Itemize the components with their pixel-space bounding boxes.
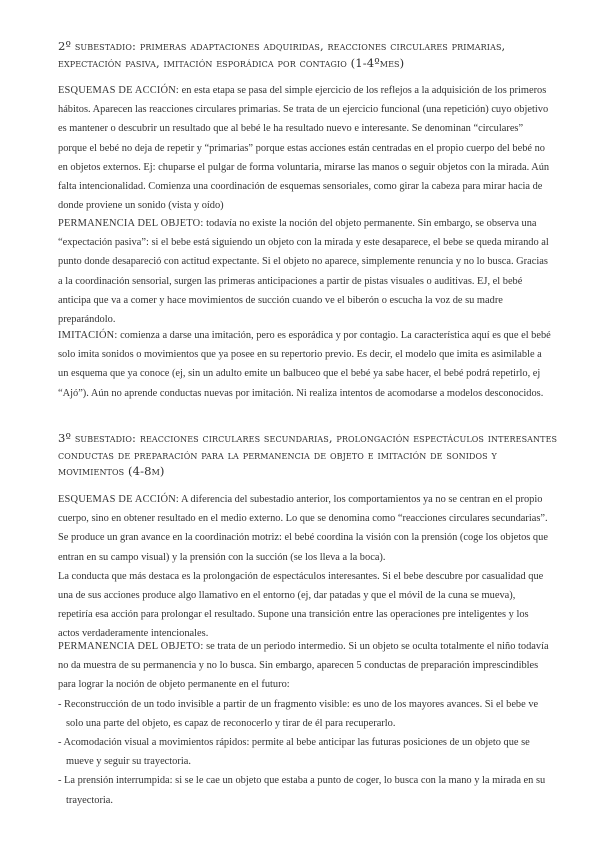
paragraph-object-permanence-1	[58, 214, 552, 329]
paragraph-text: todavía no existe la noción del objeto permanente. Sin embargo, se observa una “expectación pasiva”: si el bebe está siguiendo un objeto con la mirada y este desaparece, el bebe se queda mirando al punto donde desapareció con actitud expectante. Si el objeto no aparece, simplemente renuncia y no lo busca. Gracias a la coordinación sensorial, surgen las primeras anticipaciones a partir de pistas visuales o auditivas. EJ, el bebé anticipa que va a comer y hace movimientos de succión cuando ve el biberón o escucha la voz de su madre preparándolo.	[58, 218, 549, 326]
paragraph-text: en esta etapa se pasa del simple ejercicio de los reflejos a la adquisición de los primeros hábitos. Aparecen las reacciones circulares primarias. Se trata de un ejercicio funcional (una repetición) cuyo objetivo es mantener o descubrir un resultado que al bebé le ha resultado nuevo e interesante. Se denominan “circulares” porque el bebé no deja de repetir y “primarias” porque estas acciones están centradas en el propio cuerpo del bebé no en objetos externos. Ej: chuparse el pulgar de forma voluntaria, mirarse las manos o seguir objetos con la mirada. Aún falta intencionalidad. Comienza una coordinación de esquemas sensoriales, como girar la cabeza para mirar hacia de donde proviene un sonido (vista y oído)	[58, 85, 550, 212]
paragraph-lead: PERMANENCIA DEL OBJETO:	[58, 641, 204, 652]
paragraph-lead: ESQUEMAS DE ACCIÓN:	[58, 85, 179, 96]
paragraph-lead: ESQUEMAS DE ACCIÓN:	[58, 494, 179, 505]
list-item: - Reconstrucción de un todo invisible a partir de un fragmento visible: es uno de los mayores avances. Si el bebe ve solo una parte del objeto, es capaz de reconocerlo y tirar de él para recuperarlo.	[58, 698, 539, 729]
section-heading-3rd-substage: 3º subestadio: reacciones circulares secundarias, prolongación espectáculos interesantes conductas de preparación para la permanencia de objeto e imitación de sonidos y movimientos (4-8m)	[58, 431, 558, 478]
paragraph-action-schemes-1	[58, 81, 552, 215]
paragraph-text: A diferencia del subestadio anterior, los comportamientos ya no se centran en el propio cuerpo, sino en obtener resultado en el medio externo. Lo que se denomina como “reacciones circulares secundarias”. Se produce un gran avance en la coordinación motriz: el bebé coordina la visión con la prensión (coge los objetos que entran en su campo visual) y la prensión con la succión (se los lleva a la boca).	[58, 494, 548, 563]
paragraph-lead: IMITACIÓN:	[58, 330, 118, 341]
paragraph-text: se trata de un periodo intermedio. Si un objeto se oculta totalmente el niño todavía no da muestra de su permanencia y no lo busca. Sin embargo, aparecen 5 conductas de preparación imprescindibles para lograr la noción de objeto permanente en el futuro:	[58, 641, 549, 691]
list-item: - La prensión interrumpida: si se le cae un objeto que estaba a punto de coger, lo busca con la mano y la mirada en su trayectoria.	[58, 775, 546, 806]
paragraph-action-schemes-2	[58, 490, 552, 644]
section-heading-2nd-substage: 2º subestadio: primeras adaptaciones adquiridas, reacciones circulares primarias, expectación pasiva, imitación esporádica por contagio (1-4ºmes)	[58, 39, 506, 70]
list-item: - Acomodación visual a movimientos rápidos: permite al bebe anticipar las futuras posiciones de un objeto que se mueve y seguir su trayectoria.	[58, 737, 530, 768]
paragraph-text: comienza a darse una imitación, pero es esporádica y por contagio. La característica aquí es que el bebé solo imita sonidos o movimientos que ya posee en su repertorio previo. Es decir, el modelo que imita es asimilable a un esquema que ya conoce (ej, sin un adulto emite un balbuceo que el bebé ya sabe hacer, el bebé podrá repetirlo, ej “Ajó”). Aún no aprende conductas nuevas por imitación. Ni realiza intentos de acomodarse a modelos desconocidos.	[58, 330, 551, 399]
paragraph-lead: PERMANENCIA DEL OBJETO:	[58, 218, 204, 229]
paragraph-imitation-1	[58, 326, 552, 403]
paragraph-text-continued: La conducta que más destaca es la prolongación de espectáculos interesantes. Si el bebe descubre por casualidad que una de sus acciones produce algo llamativo en el entorno (ej, dar patadas y que el móvil de la cuna se mueva), repetiría esa acción para prolongar el resultado. Supone una transición entre las operaciones pre inteligentes y los actos verdaderamente intencionales.	[58, 570, 544, 640]
paragraph-object-permanence-2	[58, 637, 552, 810]
